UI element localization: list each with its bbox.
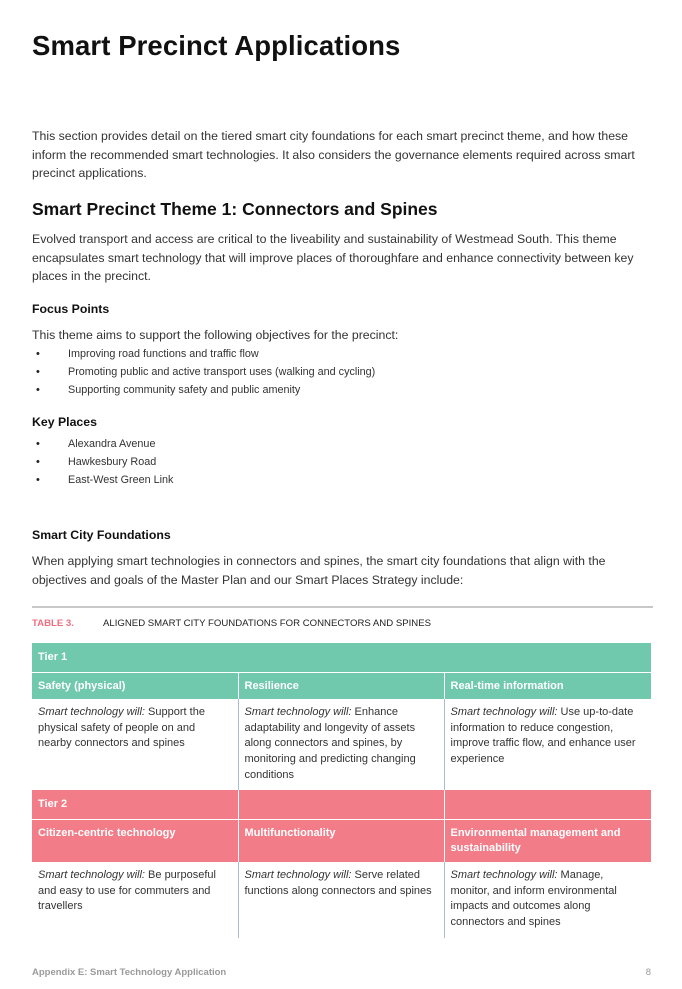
- cell-text: Enhance adaptability and longevity of assets along connectors and spines, by monitoring and predicting changing conditions: [244, 706, 416, 781]
- column-header: Citizen-centric technology: [32, 819, 238, 862]
- cell-text: Be purposeful and easy to use for commuters and travellers: [38, 868, 216, 913]
- table-caption-number: TABLE 3.: [32, 618, 74, 629]
- list-item: • Improving road functions and traffic flow: [32, 345, 375, 363]
- foundations-heading: Smart City Foundations: [32, 528, 171, 542]
- column-header: Resilience: [238, 672, 444, 699]
- foundations-table: [32, 643, 651, 938]
- tier-2-label-spacer: [444, 790, 651, 819]
- focus-points-lead: This theme aims to support the following objectives for the precinct:: [32, 328, 399, 342]
- list-item: • Hawkesbury Road: [32, 453, 173, 471]
- table-cell: [32, 699, 238, 790]
- tier-1-header-row: [32, 672, 651, 699]
- table-row: [32, 699, 651, 790]
- cell-prefix: Smart technology will:: [244, 868, 352, 881]
- list-item: • Promoting public and active transport uses (walking and cycling): [32, 363, 375, 381]
- theme-description: Evolved transport and access are critical to the liveability and sustainability of Westmead South. This theme encapsulates smart technology that will improve places of thoroughfare and enhance connectivity between key places in the precinct.: [32, 232, 634, 283]
- cell-prefix: Smart technology will:: [38, 706, 145, 719]
- table-row: [32, 862, 651, 938]
- cell-prefix: Smart technology will:: [450, 706, 558, 719]
- cell-text: Serve related functions along connectors and spines: [244, 868, 432, 897]
- theme-heading: Smart Precinct Theme 1: Connectors and Spines: [32, 199, 438, 219]
- cell-prefix: Smart technology will:: [244, 706, 352, 719]
- table-caption: [32, 618, 431, 629]
- table-cell: [238, 699, 444, 790]
- focus-points-heading: Focus Points: [32, 302, 110, 316]
- cell-text: Manage, monitor, and inform environmental impacts and outcomes along connectors and spines: [450, 868, 617, 928]
- tier-2-label-spacer: [238, 790, 444, 819]
- foundations-paragraph: When applying smart technologies in connectors and spines, the smart city foundations that align with the objectives and goals of the Master Plan and our Smart Places Strategy include:: [32, 554, 606, 587]
- key-places-heading: Key Places: [32, 415, 97, 429]
- table-cell: [444, 862, 651, 938]
- cell-text: Use up-to-date information to reduce congestion, improve traffic flow, and enhance user experience: [450, 706, 636, 765]
- tier-2-label: Tier 2: [32, 790, 238, 819]
- footer-text: Appendix E: Smart Technology Application: [32, 967, 227, 978]
- column-header: Environmental management and sustainability: [444, 819, 651, 862]
- tier-1-label-row: [32, 643, 651, 672]
- list-item: • Supporting community safety and public amenity: [32, 381, 375, 399]
- table-divider: [32, 606, 653, 608]
- focus-points-list: [32, 345, 375, 399]
- intro-paragraph: This section provides detail on the tiered smart city foundations for each smart precinct theme, and how these inform the recommended smart technologies. It also considers the governance elements required across smart precinct applications.: [32, 129, 635, 180]
- list-item: • East-West Green Link: [32, 471, 173, 489]
- column-header: Safety (physical): [32, 672, 238, 699]
- tier-2-label-row: [32, 790, 651, 819]
- table-cell: [32, 862, 238, 938]
- list-item: • Alexandra Avenue: [32, 435, 173, 453]
- cell-prefix: Smart technology will:: [38, 868, 145, 881]
- table-cell: [444, 699, 651, 790]
- page-title: Smart Precinct Applications: [32, 30, 401, 61]
- table-cell: [238, 862, 444, 938]
- column-header: Multifunctionality: [238, 819, 444, 862]
- cell-prefix: Smart technology will:: [450, 868, 558, 881]
- tier-2-header-row: [32, 819, 651, 862]
- column-header: Real-time information: [444, 672, 651, 699]
- cell-text: Support the physical safety of people on and nearby connectors and spines: [38, 706, 205, 750]
- table-caption-text: ALIGNED SMART CITY FOUNDATIONS FOR CONNECTORS AND SPINES: [103, 618, 432, 629]
- key-places-list: [32, 435, 173, 489]
- tier-1-label: Tier 1: [32, 643, 651, 672]
- page-number: 8: [645, 967, 651, 978]
